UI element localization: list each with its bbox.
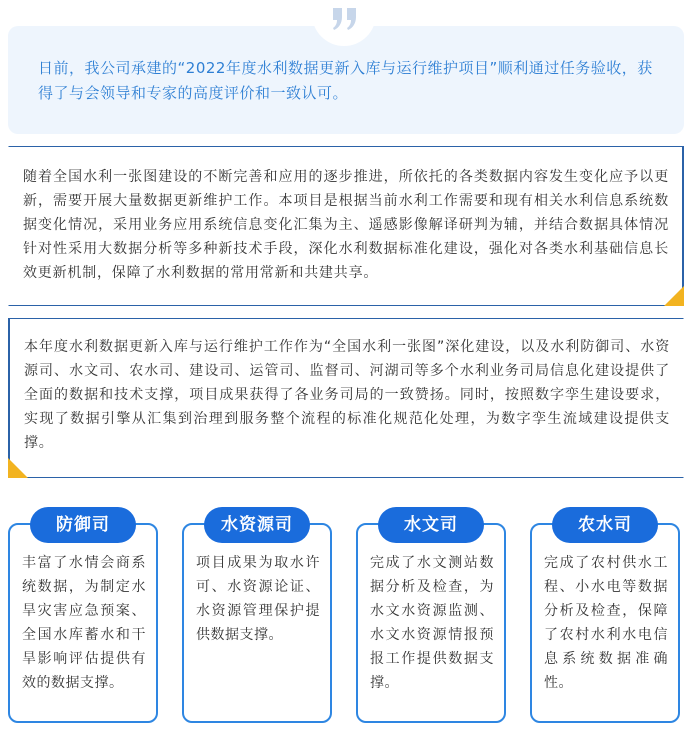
intro-text: 日前，我公司承建的“2022年度水利数据更新入库与运行维护项目”顺利通过任务验收，获得了与会领导和专家的高度评价和一致认可。 bbox=[38, 59, 653, 102]
card-fangyu bbox=[8, 515, 158, 723]
card-text: 项目成果为取水许可、水资源论证、水资源管理保护提供数据支撑。 bbox=[196, 555, 320, 643]
card-text: 丰富了水情会商系统数据，为制定水旱灾害应急预案、全国水库蓄水和干旱影响评估提供有效的数据支撑。 bbox=[22, 555, 146, 691]
paragraph-text-1: 随着全国水利一张图建设的不断完善和应用的逐步推进，所依托的各类数据内容发生变化应予以更新，需要开展大量数据更新维护工作。本项目是根据当前水利工作需要和现有相关水利信息系统数据变化情况，采用业务应用系统信息变化汇集为主、遥感影像解译研判为辅，并结合数据具体情况针对性采用大数据分析等多种新技术手段，深化水利数据标准化建设，强化对各类水利基础信息长效更新机制，保障了水利数据的常用常新和共建共享。 bbox=[23, 169, 669, 281]
card-shuiziyuan bbox=[182, 515, 332, 723]
card-title: 水资源司 bbox=[204, 507, 310, 543]
corner-accent bbox=[664, 286, 684, 306]
quote-icon bbox=[330, 4, 360, 34]
card-title: 防御司 bbox=[30, 507, 136, 543]
card-title: 水文司 bbox=[378, 507, 484, 543]
paragraph-box-2 bbox=[8, 318, 684, 478]
card-text: 完成了水文测站数据分析及检查，为水文水资源监测、水文水资源情报预报工作提供数据支撑。 bbox=[370, 555, 494, 691]
card-text: 完成了农村供水工程、小水电等数据分析及检查，保障了农村水利水电信息系统数据准确性。 bbox=[544, 555, 668, 691]
card-title: 农水司 bbox=[552, 507, 658, 543]
corner-accent bbox=[8, 458, 28, 478]
card-nongshui bbox=[530, 515, 680, 723]
paragraph-text-2: 本年度水利数据更新入库与运行维护工作作为“全国水利一张图”深化建设，以及水利防御司、水资源司、水文司、农水司、建设司、运管司、监督司、河湖司等多个水利业务司局信息化建设提供了全面的数据和技术支撑，项目成果获得了各业务司局的一致赞扬。同时，按照数字孪生建设要求，实现了数据引擎从汇集到治理到服务整个流程的标准化规范化处理，为数字孪生流域建设提供支撑。 bbox=[24, 339, 670, 451]
card-shuiwen bbox=[356, 515, 506, 723]
paragraph-box-1 bbox=[8, 146, 684, 306]
